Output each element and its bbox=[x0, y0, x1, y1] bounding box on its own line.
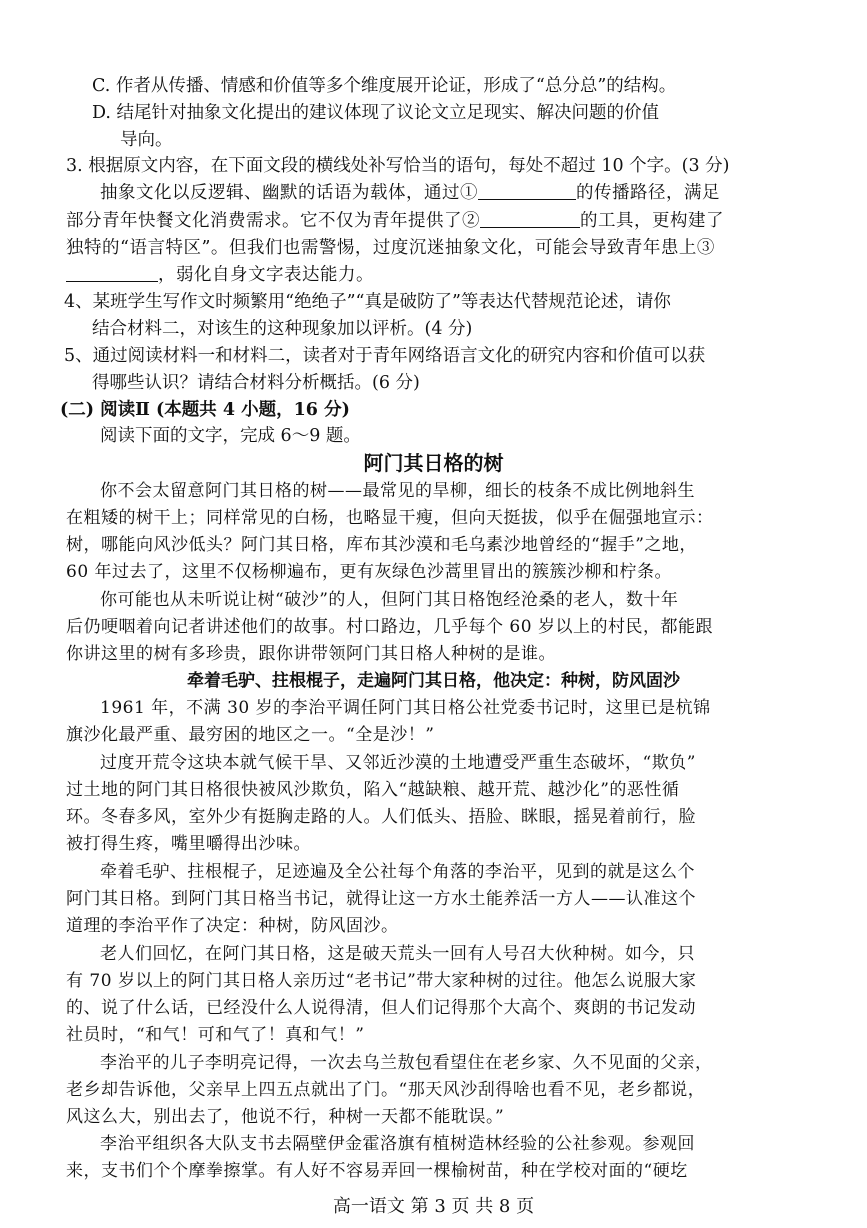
article-line: 风这么大，别出去了，他说不行，种树一天都不能耽误。” bbox=[66, 1107, 505, 1127]
article-line: 社员时，“和气！可和气了！真和气！” bbox=[66, 1025, 365, 1045]
answer-blank-3[interactable] bbox=[66, 263, 158, 282]
q3-text-2b: 的工具，更构建了 bbox=[580, 211, 724, 231]
section-instruction: 阅读下面的文字，完成 6～9 题。 bbox=[100, 426, 361, 446]
answer-blank-1[interactable] bbox=[478, 181, 576, 200]
article-line: 你不会太留意阿门其日格的树——最常见的旱柳，细长的枝条不成比例地斜生 bbox=[100, 481, 695, 501]
article-line: 老乡却告诉他，父亲早上四五点就出了门。“那天风沙刮得啥也看不见，老乡都说， bbox=[66, 1080, 706, 1100]
question-5-line1: 5、通过阅读材料一和材料二，读者对于青年网络语言文化的研究内容和价值可以获 bbox=[64, 346, 706, 366]
article-line: 在粗矮的树干上；同样常见的白杨，也略显干瘦，但向天挺拔，似乎在倔强地宣示： bbox=[66, 508, 714, 528]
article-line: 被打得生疼，嘴里嚼得出沙味。 bbox=[66, 834, 311, 854]
article-line: 你可能也从未听说让树“破沙”的人，但阿门其日格饱经沧桑的老人，数十年 bbox=[100, 590, 679, 610]
q3-passage-line3: 独特的“语言特区”。但我们也需警惕，过度沉迷抽象文化，可能会导致青年患上③ bbox=[66, 238, 715, 258]
question-3: 3. 根据原文内容，在下面文段的横线处补写恰当的语句，每处不超过 10 个字。(3 分) bbox=[66, 156, 730, 176]
article-line: 树，哪能向风沙低头？阿门其日格，库布其沙漠和毛乌素沙地曾经的“握手”之地， bbox=[66, 535, 697, 555]
article-line: 旗沙化最严重、最穷困的地区之一。“全是沙！” bbox=[66, 725, 435, 745]
page-footer: 高一语文 第 3 页 共 8 页 bbox=[332, 1196, 535, 1217]
article-line: 牵着毛驴、拄根棍子，足迹遍及全公社每个角落的李治平，见到的就是这么个 bbox=[100, 862, 695, 882]
question-5-line2: 得哪些认识？请结合材料分析概括。(6 分) bbox=[92, 373, 420, 393]
q3-text-2a: 部分青年快餐文化消费需求。它不仅为青年提供了② bbox=[66, 211, 480, 231]
answer-blank-2[interactable] bbox=[480, 209, 580, 228]
option-c: C. 作者从传播、情感和价值等多个维度展开论证，形成了“总分总”的结构。 bbox=[92, 76, 677, 96]
q3-text-1a: 抽象文化以反逻辑、幽默的话语为载体，通过① bbox=[100, 183, 478, 203]
q3-passage-line4 bbox=[66, 263, 374, 287]
article-line: 来，支书们个个摩拳擦掌。有人好不容易弄回一棵榆树苗，种在学校对面的“硬圪 bbox=[66, 1161, 688, 1181]
article-line: 阿门其日格。到阿门其日格当书记，就得让这一方水土能养活一方人——认准这个 bbox=[66, 889, 696, 909]
q3-text-1b: 的传播路径，满足 bbox=[576, 183, 720, 203]
article-line: 60 年过去了，这里不仅杨柳遍布，更有灰绿色沙蒿里冒出的簇簇沙柳和柠条。 bbox=[66, 562, 673, 582]
q3-passage-line1 bbox=[100, 181, 720, 205]
article-subheading: 牵着毛驴、拄根棍子，走遍阿门其日格，他决定：种树，防风固沙 bbox=[187, 671, 680, 691]
article-line: 李治平的儿子李明亮记得，一次去乌兰敖包看望住在老乡家、久不见面的父亲， bbox=[100, 1053, 713, 1073]
option-d-line1: D. 结尾针对抽象文化提出的建议体现了议论文立足现实、解决问题的价值 bbox=[92, 103, 660, 123]
article-line: 的、说了什么话，已经没什么人说得清，但人们记得那个大高个、爽朗的书记发动 bbox=[66, 998, 696, 1018]
question-4-line1: 4、某班学生写作文时频繁用“绝绝子”“真是破防了”等表达代替规范论述，请你 bbox=[64, 292, 671, 312]
article-line: 道理的李治平作了决定：种树，防风固沙。 bbox=[66, 916, 399, 936]
article-title: 阿门其日格的树 bbox=[363, 451, 504, 475]
article-line: 1961 年，不满 30 岁的李治平调任阿门其日格公社党委书记时，这里已是杭锦 bbox=[100, 698, 711, 718]
option-d-line2: 导向。 bbox=[120, 130, 173, 150]
article-line: 过土地的阿门其日格很快被风沙欺负，陷入“越缺粮、越开荒、越沙化”的恶性循 bbox=[66, 780, 680, 800]
article-line: 老人们回忆，在阿门其日格，这是破天荒头一回有人号召大伙种树。如今，只 bbox=[100, 944, 695, 964]
q3-passage-line2 bbox=[66, 209, 724, 233]
article-line: 过度开荒令这块本就气候干旱、又邻近沙漠的土地遭受严重生态破坏，“欺负” bbox=[100, 753, 696, 773]
article-line: 后仍哽咽着向记者讲述他们的故事。村口路边，几乎每个 60 岁以上的村民，都能跟 bbox=[66, 617, 713, 637]
question-4-line2: 结合材料二，对该生的这种现象加以评析。(4 分) bbox=[92, 319, 473, 339]
q3-text-4: ，弱化自身文字表达能力。 bbox=[158, 265, 374, 285]
article-line: 有 70 岁以上的阿门其日格人亲历过“老书记”带大家种树的过往。他怎么说服大家 bbox=[66, 971, 697, 991]
section-heading: (二) 阅读Ⅱ (本题共 4 小题，16 分) bbox=[60, 400, 350, 420]
article-line: 你讲这里的树有多珍贵，跟你讲带领阿门其日格人种树的是谁。 bbox=[66, 644, 556, 664]
article-line: 环。冬春多风，室外少有挺胸走路的人。人们低头、捂脸、眯眼，摇晃着前行，脸 bbox=[66, 807, 696, 827]
article-line: 李治平组织各大队支书去隔壁伊金霍洛旗有植树造林经验的公社参观。参观回 bbox=[100, 1134, 695, 1154]
